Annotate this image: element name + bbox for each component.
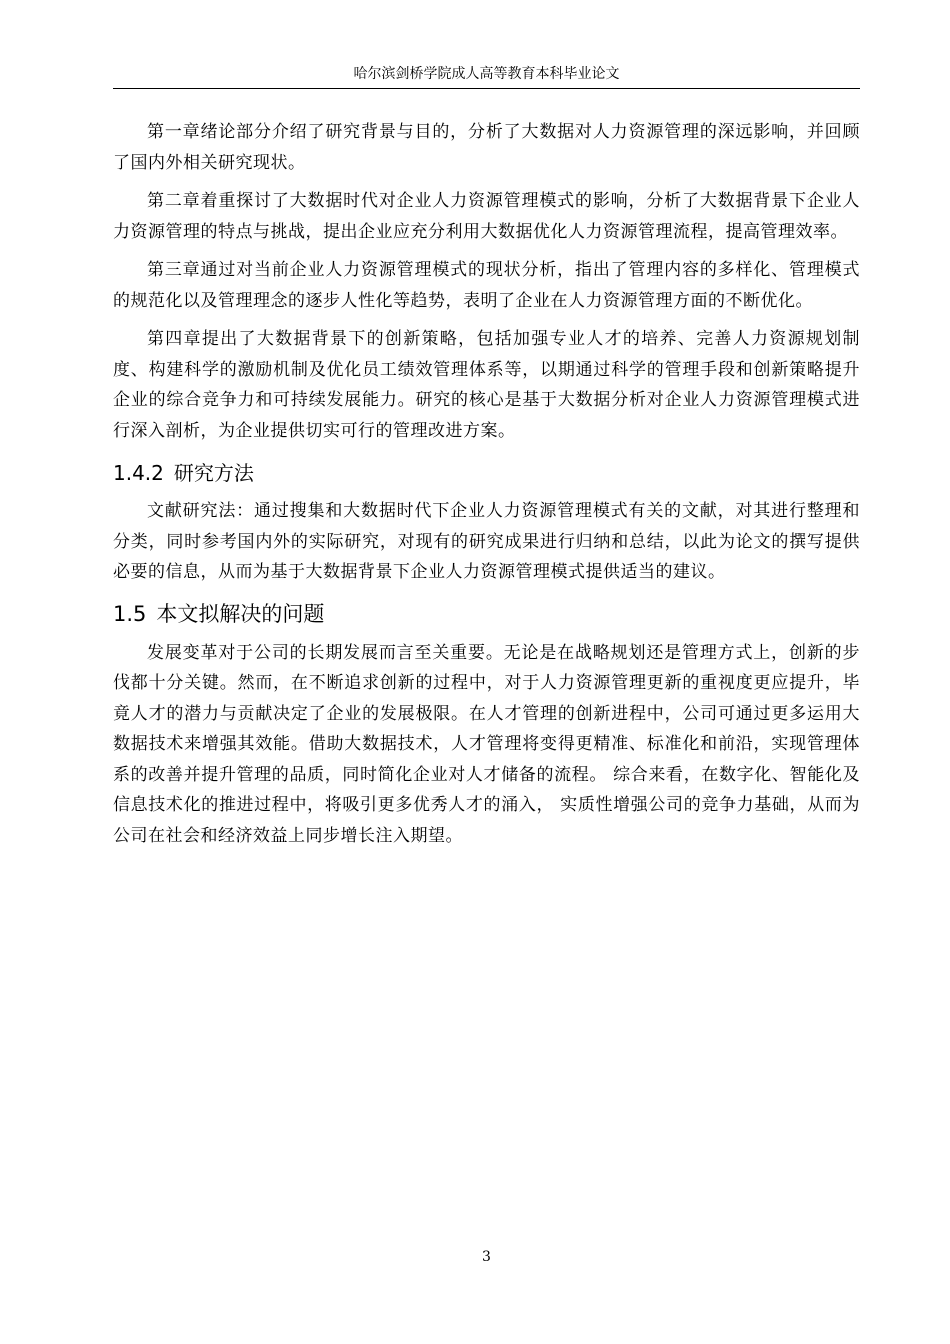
section-number: 1.4.2	[113, 461, 164, 485]
section-title: 研究方法	[173, 461, 254, 485]
section-number: 1.5	[113, 601, 147, 626]
section-heading-1-4-2	[113, 456, 860, 490]
section-heading-1-5	[113, 596, 860, 632]
section-title: 本文拟解决的问题	[156, 601, 325, 626]
document-body	[113, 117, 860, 859]
paragraph-chapter-1: 第一章绪论部分介绍了研究背景与目的，分析了大数据对人力资源管理的深远影响，并回顾了国内外相关研究现状。	[113, 122, 860, 173]
paragraph-chapter-2: 第二章着重探讨了大数据时代对企业人力资源管理模式的影响，分析了大数据背景下企业人力资源管理的特点与挑战，提出企业应充分利用大数据优化人力资源管理流程，提高管理效率。	[113, 191, 860, 242]
paragraph-chapter-3: 第三章通过对当前企业人力资源管理模式的现状分析，指出了管理内容的多样化、管理模式的规范化以及管理理念的逐步人性化等趋势，表明了企业在人力资源管理方面的不断优化。	[113, 260, 860, 311]
page-number: 3	[482, 1249, 491, 1265]
paragraph-problems: 发展变革对于公司的长期发展而言至关重要。无论是在战略规划还是管理方式上，创新的步伐都十分关键。然而，在不断追求创新的过程中，对于人力资源管理更新的重视度更应提升，毕竟人才的潜力与贡献决定了企业的发展极限。在人才管理的创新进程中，公司可通过更多运用大数据技术来增强其效能。借助大数据技术，人才管理将变得更精准、标准化和前沿，实现管理体系的改善并提升管理的品质，同时简化企业对人才储备的流程。 综合来看，在数字化、智能化及信息技术化的推进过程中，将吸引更多优秀人才的涌入， 实质性增强公司的竞争力基础，从而为公司在社会和经济效益上同步增长注入期望。	[113, 642, 860, 846]
running-header: 哈尔滨剑桥学院成人高等教育本科毕业论文	[353, 66, 620, 82]
header-divider	[113, 88, 860, 89]
paragraph-chapter-4: 第四章提出了大数据背景下的创新策略，包括加强专业人才的培养、完善人力资源规划制度、构建科学的激励机制及优化员工绩效管理体系等，以期通过科学的管理手段和创新策略提升企业的综合竞争力和可持续发展能力。研究的核心是基于大数据分析对企业人力资源管理模式进行深入剖析，为企业提供切实可行的管理改进方案。	[113, 329, 860, 441]
paragraph-research-method: 文献研究法：通过搜集和大数据时代下企业人力资源管理模式有关的文献，对其进行整理和分类，同时参考国内外的实际研究，对现有的研究成果进行归纳和总结，以此为论文的撰写提供必要的信息，从而为基于大数据背景下企业人力资源管理模式提供适当的建议。	[113, 501, 860, 582]
